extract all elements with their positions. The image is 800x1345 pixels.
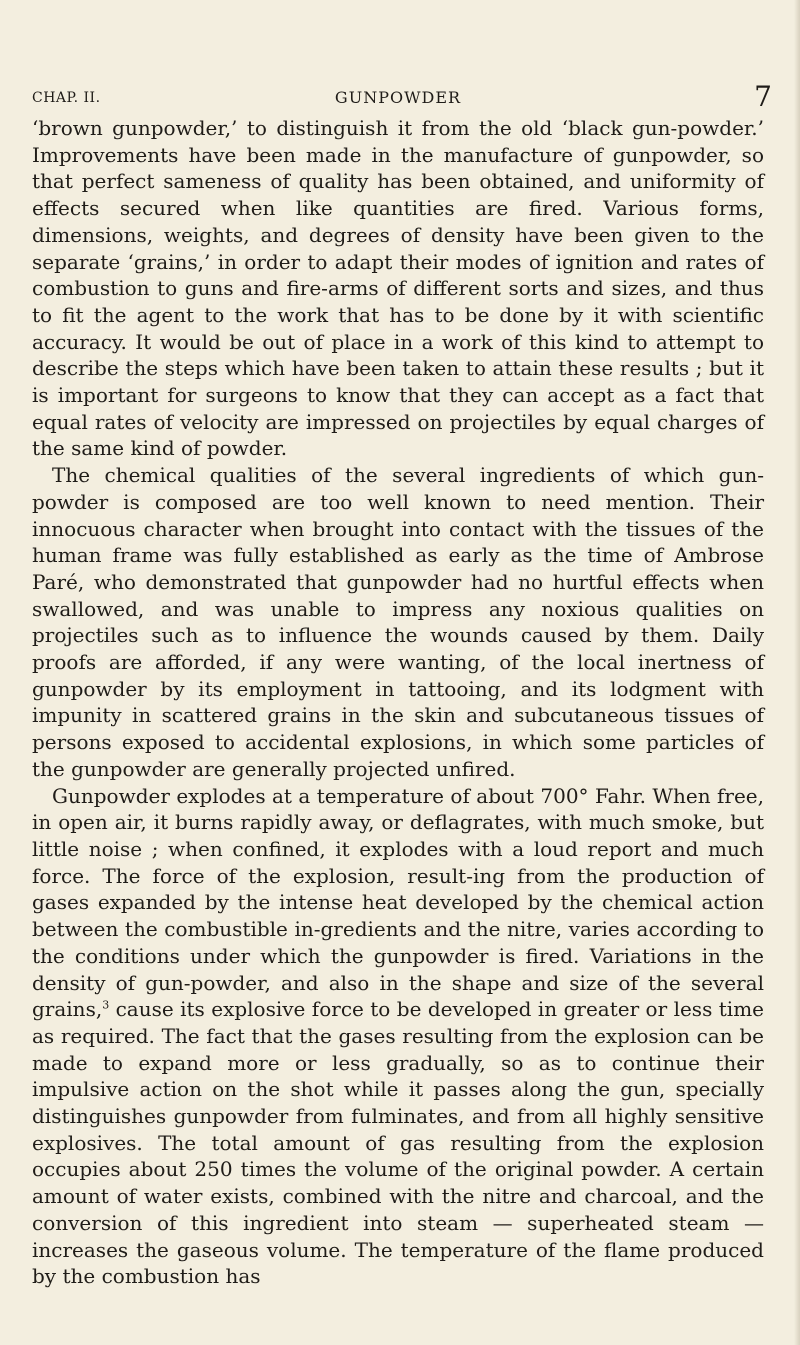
page-edge <box>794 0 800 1345</box>
page-title: GUNPOWDER <box>334 88 462 107</box>
body-text <box>32 115 764 1290</box>
paragraph-3 <box>32 783 764 1290</box>
paragraph-3-part-1: Gunpowder explodes at a temperature of about 700° Fahr. When free, in open air, it burns rapidly away, or deflagrates, with much smoke, but little noise ; when confined, it explodes with a loud report and much force. The force of the explosion, result-ing from the production of gases expanded by the intense heat developed by the chemical action between the combustible in-gredients and the nitre, varies according to the conditions under which the gunpowder is fired. Variations in the density of gun-powder, and also in the shape and size of the several grains, <box>32 783 764 1022</box>
paragraph-1: ‘brown gunpowder,’ to distinguish it from the old ‘black gun-powder.’ Improvements have been made in the manufacture of gunpowder, so that perfect sameness of quality has been obtained, and uniformity of effects secured when like quantities are fired. Various forms, dimensions, weights, and degrees of density have been given to the separate ‘grains,’ in order to adapt their modes of ignition and rates of combustion to guns and fire-arms of different sorts and sizes, and thus to fit the agent to the work that has to be done by it with scientific accuracy. It would be out of place in a work of this kind to attempt to describe the steps which have been taken to attain these results ; but it is important for surgeons to know that they can accept as a fact that equal rates of velocity are impressed on projectiles by equal charges of the same kind of powder. <box>32 116 764 461</box>
running-head <box>32 80 772 113</box>
paragraph-2: The chemical qualities of the several ingredients of which gun-powder is composed are too well known to need mention. Their innocuous character when brought into contact with the tissues of the human frame was fully established as early as the time of Ambrose Paré, who demonstrated that gunpowder had no hurtful effects when swallowed, and was unable to impress any noxious qualities on projectiles such as to influence the wounds caused by them. Daily proofs are afforded, if any were wanting, of the local inertness of gunpowder by its employment in tattooing, and its lodgment with impunity in scattered grains in the skin and subcutaneous tissues of persons exposed to accidental explosions, in which some particles of the gunpowder are generally projected unfired. <box>32 463 764 781</box>
page-number: 7 <box>754 80 772 113</box>
chapter-label: CHAP. II. <box>32 90 101 106</box>
footnote-reference[interactable]: 3 <box>102 998 110 1012</box>
paragraph-3-part-2: cause its explosive force to be developed in greater or less time as required. The fact that the gases resulting from the explosion can be made to expand more or less gradually, so as to continue their impulsive action on the shot while it passes along the gun, specially distinguishes gunpowder from fulminates, and from all highly sensitive explosives. The total amount of gas resulting from the explosion occupies about 250 times the volume of the original powder. A certain amount of water exists, combined with the nitre and charcoal, and the conversion of this ingredient into steam — superheated steam — increases the gaseous volume. The temperature of the flame produced by the combustion has <box>32 997 764 1289</box>
